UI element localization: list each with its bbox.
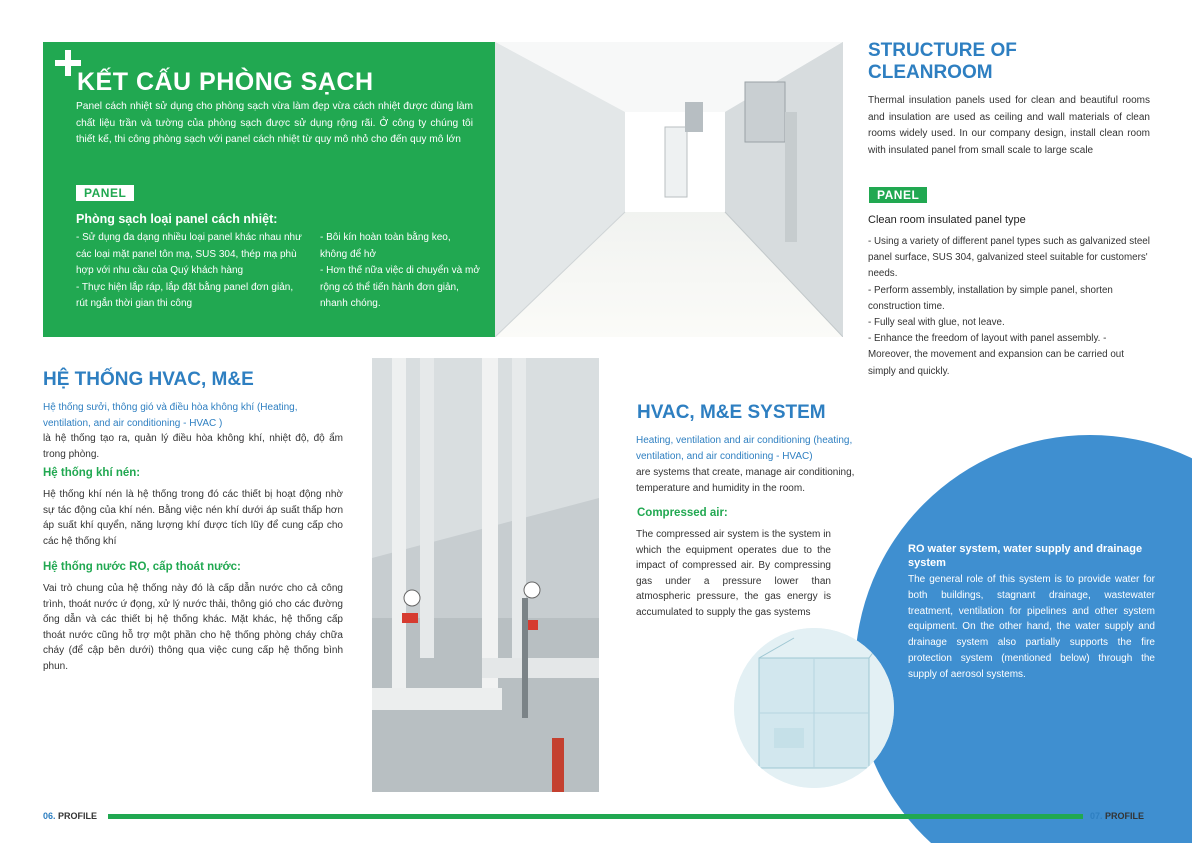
list-item: - Thực hiện lắp ráp, lắp đặt bằng panel đơn giản, rút ngắn thời gian thi công: [76, 281, 294, 309]
list-item: - Enhance the freedom of layout with panel assembly. - Moreover, the movement and expansion can be carried out simply and quickly.: [868, 333, 1124, 377]
hvac-vi-sub1: Hệ thống khí nén:: [43, 467, 141, 479]
list-item: - Bôi kín hoàn toàn bằng keo, không để hở: [320, 232, 451, 260]
cleanroom-vi-col1: [76, 230, 304, 313]
title-line: CLEANROOM: [868, 62, 993, 83]
hvac-en-text1: are systems that create, manage air conditioning, temperature and humidity in the room.: [636, 467, 855, 494]
page-number-right: [1090, 811, 1144, 821]
cleanroom-en-title: [868, 40, 1068, 84]
panel-badge-vi: PANEL: [76, 185, 134, 201]
hvac-vi-definition: Hệ thống sưởi, thông gió và điều hòa không khí (Heating, ventilation, and air conditioning - HVAC ): [43, 402, 298, 429]
hvac-vi-text3: Vai trò chung của hệ thống này đó là cấp dẫn nước cho cả công trình, thoát nước ứ đọng, xử lý nước thải, thông gió cho các đường ống dẫn và các thiết bị hệ thống khác. Mặt khác, hệ thống cấp thoát nước cũng hỗ trợ một phần cho hệ thống phòng cháy chữa cháy (để cập bên dưới) thông qua việc cung cấp hệ thống bình phun.: [43, 583, 343, 672]
ro-room-photo: [734, 628, 894, 788]
page-number: 06.: [43, 811, 56, 821]
list-item: - Fully seal with glue, not leave.: [868, 317, 1005, 329]
cleanroom-vi-col2: [320, 230, 480, 313]
cleanroom-en-list: [868, 234, 1150, 380]
hvac-en-definition: Heating, ventilation and air conditioning (heating, ventilation, and air conditioning - HVAC): [636, 435, 853, 462]
panel-badge-en: PANEL: [869, 187, 927, 203]
list-item: - Sử dụng đa dạng nhiều loại panel khác nhau như các loại mặt panel tôn mạ, SUS 304, thép mạ phù hợp với nhu cầu của Quý khách hàng: [76, 232, 302, 276]
glass-room-illustration: [734, 628, 894, 788]
cleanroom-vi-section: [43, 42, 495, 337]
page-label: PROFILE: [55, 811, 98, 821]
cleanroom-vi-intro: Panel cách nhiệt sử dụng cho phòng sạch vừa làm đẹp vừa cách nhiệt được dùng làm chất liệu trần và tường của phòng sạch được sử dụng rộng rãi. Ở công ty chúng tôi thiết kế, thi công phòng sạch với panel cách nhiệt từ quy mô nhỏ cho đến quy mô lớn: [76, 101, 473, 145]
ro-body: The general role of this system is to provide water for both buildings, stagnant drainage, wastewater treatment, ventilation for pipelines and other system equipment. On the other hand, the water supply and drainage system also partially supports the fire protection system (mentioned below) through the supply of aerosol systems.: [908, 574, 1155, 680]
cleanroom-vi-title: KẾT CẤU PHÒNG SẠCH: [77, 68, 374, 96]
title-line: STRUCTURE OF: [868, 40, 1017, 61]
footer-divider: [108, 814, 1083, 819]
page-number: 07.: [1090, 811, 1103, 821]
hvac-vi-title: HỆ THỐNG HVAC, M&E: [43, 369, 254, 390]
hvac-vi-sub2: Hệ thống nước RO, cấp thoát nước:: [43, 561, 241, 573]
cleanroom-vi-subtitle: Phòng sạch loại panel cách nhiệt:: [76, 212, 278, 226]
pipes-illustration: [372, 358, 599, 792]
hvac-vi-text2: Hệ thống khí nén là hệ thống trong đó các thiết bị hoạt động nhờ sự tác động của khí nén. Bằng việc nén khí dưới áp suất thấp hơn áp suất khí quyển, năng lượng khí được tích lũy để cung cấp cho các hệ thống khí: [43, 489, 343, 547]
hvac-vi-text1: là hệ thống tạo ra, quản lý điều hòa không khí, nhiệt độ, độ ẩm trong phòng.: [43, 433, 343, 460]
list-item: - Using a variety of different panel types such as galvanized steel panel surface, SUS 304, galvanized steel suitable for customers' needs.: [868, 236, 1150, 280]
cleanroom-corridor-photo: [495, 42, 843, 337]
list-item: - Perform assembly, installation by simple panel, shorten construction time.: [868, 284, 1113, 312]
cleanroom-en-body: Thermal insulation panels used for clean and beautiful rooms and insulation are used as ceiling and wall materials of clean rooms widely used. In our company design, install clean room with insulated panel from small scale to large scale: [868, 95, 1150, 156]
hvac-pipes-photo: [372, 358, 599, 792]
list-item: - Hơn thế nữa việc di chuyển và mở rộng có thể tiến hành đơn giản, nhanh chóng.: [320, 265, 480, 309]
page-label: PROFILE: [1102, 811, 1145, 821]
hvac-en-title: HVAC, M&E SYSTEM: [637, 402, 826, 423]
hvac-en-text2: The compressed air system is the system in which the equipment operates due to the impact of compressed air. By compressing gas under a pressure lower than atmospheric pressure, the gas energy is accumulated to supply the gas systems: [636, 529, 831, 618]
cleanroom-en-subtitle: Clean room insulated panel type: [868, 214, 1026, 226]
hvac-en-sub1: Compressed air:: [637, 507, 728, 519]
corridor-illustration: [495, 42, 843, 337]
ro-title: RO water system, water supply and drainage system: [908, 543, 1143, 569]
page-number-left: [43, 811, 97, 821]
